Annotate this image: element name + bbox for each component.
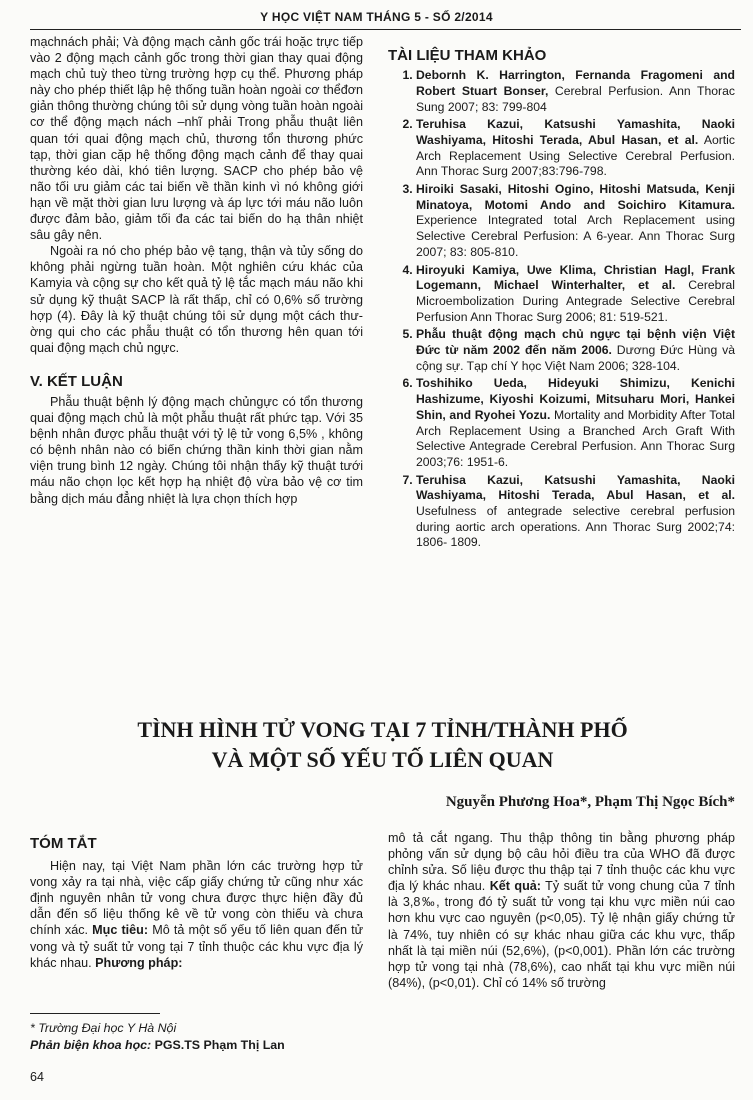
result-text: Tỷ suất tử vong chung của 7 tỉnh là 3,8‰, trong đó tỷ suất tử vong tại khu vực miền núi cao hơn khu vực cao nguyên (p<0,05). Tỷ lệ nhận giấy chứng tử là 74%, tuy nhiên có sự khác nhau giữa các khu vực, thấp nhất là tại miền núi (52,6%), (p<0,001). Phần lớn các trường hợp tử vong tại nhà (78,6%), cao nhất tại khu vực miền núi (84%), (p<0,01). Chỉ có 14% số trường [388, 879, 736, 990]
reference-authors: Hiroiki Sasaki, Hitoshi Ogino, Hitoshi Matsuda, Kenji Minatoya, Motomi Ando and Soichiro Kitamura. [416, 182, 735, 212]
reference-text: Mortality and Morbidity After Total Arch Replacement Using a Branched Arch Graft With Selective Antegrade Cerebral Perfusion. Ann Thorac Surg 2003;76: 1951-6. [416, 407, 735, 469]
reference-item [416, 327, 735, 374]
reference-text: Aortic Arch Replacement Using Selective Cerebral Perfusion. Ann Thorac Surg 2007;83:796-798. [416, 132, 735, 179]
article-title [30, 715, 735, 775]
article-title-line-1: TÌNH HÌNH TỬ VONG TẠI 7 TỈNH/THÀNH PHỐ [137, 717, 628, 742]
reviewer-label: Phản biện khoa học: [30, 1038, 155, 1052]
footnotes [30, 1020, 363, 1054]
reference-text: Cerebral Perfusion. Ann Thorac Sung 2007; 83: 799-804 [416, 83, 735, 114]
abstract-left-column [30, 830, 363, 971]
affiliation-footnote: * Trường Đại học Y Hà Nội [30, 1021, 177, 1035]
header-rule [30, 29, 741, 30]
article-title-line-2: VÀ MỘT SỐ YẾU TỐ LIÊN QUAN [211, 747, 554, 772]
article-authors: Nguyễn Phương Hoa*, Phạm Thị Ngọc Bích* [445, 794, 735, 810]
references-heading: TÀI LIỆU THAM KHẢO [388, 47, 547, 64]
reference-item [416, 376, 735, 470]
abstract-heading: TÓM TẮT [30, 835, 97, 852]
reference-text: Experience Integrated total Arch Replacement using Selective Cerebral Perfusion: A 6-year. Ann Thorac Surg 2007; 83: 805-810. [416, 213, 735, 259]
running-header: Y HỌC VIỆT NAM THÁNG 5 - SỐ 2/2014 [260, 10, 493, 24]
reference-item [416, 68, 735, 115]
page-number: 64 [30, 1070, 44, 1084]
method-label: Phương pháp: [95, 955, 183, 970]
abstract-paragraph [30, 858, 363, 971]
conclusion-paragraph: Phẫu thuật bệnh lý động mạch chủngực có tổn thương quai động mạch chủ là một phẫu thuật rất phức tạp. Với 35 bệnh nhân được phẫu thuật với tỷ lệ tử vong 6,5% , không có bệnh nhân nào có biến chứng thần kinh thời gian nằm viện trung bình 12 ngày. Chúng tôi nhận thấy kỹ thuật tưới máu não chọn lọc kết hợp hạ nhiệt độ vừa bảo vệ cơ tim bằng dịch máu đẳng nhiệt là lựa chọn thích hợp [30, 394, 363, 506]
reviewer-name: PGS.TS Phạm Thị Lan [154, 1038, 285, 1052]
reference-item [416, 117, 735, 180]
footnote-rule [30, 1013, 160, 1014]
reviewer-footnote [30, 1037, 363, 1054]
reference-authors: Teruhisa Kazui, Katsushi Yamashita, Naoki Washiyama, Hitoshi Terada, Abul Hasan, et al. [416, 117, 735, 147]
reference-authors: Hiroyuki Kamiya, Uwe Klima, Christian Hagl, Frank Logemann, Michael Winterhalter, et al. [416, 262, 735, 293]
result-label: Kết quả: [489, 879, 541, 894]
discussion-paragraph-1: mạchnách phải; Và động mạch cảnh gốc trái hoặc trực tiếp vào 2 động mạch cảnh gốc trong thời gian thay quai động mạch chủ tuỳ theo từng trường hợp cụ thể. Phương pháp này cho phép thiết lập hệ thống tuần hoàn ngoài cơ thểđơn giản thông thường chúng tôi sử dụng vòng tuần hoàn ngoài cơ thể động mạch nách –nhĩ phải Trong phẫu thuật liên quan tới quai động mạch chủ, thương tổn thương phức tạp, thời gian cặp hệ thống động mạch cảnh để thay quai thường kéo dài, khó tiên lượng. SACP cho phép bảo vệ não tối ưu giảm các tai biến về thần kinh vì nó không giới hạn về mặt thời gian lưu lượng và áp lực tới máu não luôn được đảm bảo, giảm tối đa các tai biến do hạ thân nhiệt sâu gây nên. [30, 35, 363, 243]
reference-item [416, 182, 735, 261]
reference-text: Cerebral Microembolization During Antegrade Selective Cerebral Perfusion Ann Thorac Surg 2006; 81: 519-521. [416, 278, 735, 324]
reference-authors: Debornh K. Harrington, Fernanda Fragomeni and Robert Stuart Bonser, [416, 68, 735, 98]
reference-text: Usefulness of antegrade selective cerebral perfusion during aortic arch operations. Ann Thorac Surg 2002;74: 1806- 1809. [416, 504, 735, 550]
reference-text: Dương Đức Hùng và cộng sự. Tạp chí Y học Việt Nam 2006; 328-104. [416, 343, 735, 373]
abstract-right-column [388, 830, 735, 991]
reference-item [416, 473, 735, 552]
method-text: mô tả cắt ngang. Thu thập thông tin bằng phương pháp phỏng vấn sử dụng bộ câu hỏi điều tra của WHO đã được chỉnh sửa. Số liệu được thu thập tại 7 tỉnh thuộc các khu vực địa lý khác nhau. [388, 831, 735, 894]
conclusion-heading: V. KẾT LUẬN [30, 372, 123, 390]
reference-authors: Toshihiko Ueda, Hideyuki Shimizu, Kenichi Hashizume, Kiyoshi Koizumi, Mitsuharu Mori, Hankei Shin, and Ryohei Yozu. [416, 376, 735, 422]
left-column-top [30, 34, 363, 507]
reference-authors: Phẫu thuật động mạch chủ ngực tại bệnh viện Việt Đức từ năm 2002 đến năm 2006. [416, 327, 735, 358]
reference-authors: Teruhisa Kazui, Katsushi Yamashita, Naoki Washiyama, Hitoshi Terada, Abul Hasan, et al. [416, 472, 735, 503]
reference-list [388, 68, 735, 551]
abstract-paragraph-continued [388, 830, 735, 991]
objective-label: Mục tiêu: [92, 923, 149, 938]
abstract-intro: Hiện nay, tại Việt Nam phần lớn các trường hợp tử vong xảy ra tại nhà, việc cấp giấy chứng tử cũng như xác định nguyên nhân tử vong chưa được thực hiện đầy đủ dẫn đến số liệu thống kê về tử vong còn thiếu và chưa chính xác. [30, 859, 363, 938]
right-column-references [388, 48, 735, 553]
objective-text: Mô tả một số yếu tố liên quan đến tử vong và tỷ suất tử vong tại 7 tỉnh thuộc các khu vực địa lý khác nhau. [30, 923, 364, 970]
discussion-paragraph-2: Ngoài ra nó cho phép bảo vệ tạng, thận và tủy sống do không phải ngừng tuần hoàn. Một nghiên cứu khác của Kamyia và cộng sự cho kết quả tỷ lệ tắc mạch máu não khi sử dụng kỹ thuật SACP là rất thấp, chỉ có 0,6% số trường hợp (4). Đây là kỹ thuật chúng tôi sử dụng một cách thư-ờng qui cho các phẫu thuật có tổn thương hên quan tới quai động mạch chủ ngực. [30, 244, 363, 355]
reference-item [416, 263, 735, 326]
